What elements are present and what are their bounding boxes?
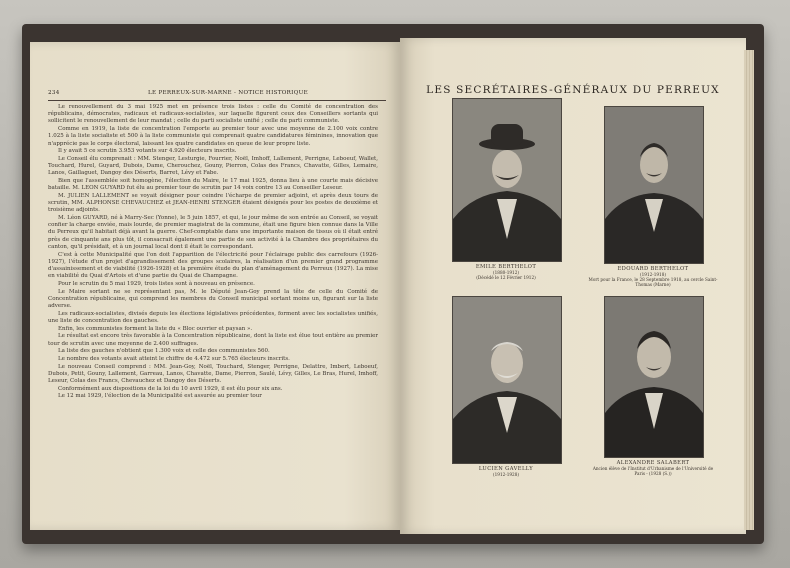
paragraph: Le Maire sortant ne se représentant pas, M. le Député Jean-Goy prend la tête de celle du Comité de Concentration républicaine, qui comprend les membres du Conseil municipal sortant moins un, figurant sur la liste adverse. — [48, 288, 378, 309]
page-title: LES SECRÉTAIRES-GÉNÉRAUX DU PERREUX — [426, 84, 720, 96]
right-page — [400, 38, 746, 534]
portrait-image — [605, 107, 703, 263]
left-page — [30, 42, 400, 530]
portrait-note: Ancien élève de l'Institut d'Urbanisme de l'Université de Paris - (1928 (S.)) — [592, 466, 714, 476]
paragraph: M. JULIEN LALLEMENT se voyait désigner pour ceindre l'écharpe de premier adjoint, et après deux tours de scrutin, MM. ALPHONSE CHEVAUCHEZ et JEAN-HENRI STENGER étaient désignés pour les postes de deuxième et troisième adjoints. — [48, 192, 378, 214]
portrait-photo — [452, 98, 562, 262]
body-text — [48, 104, 378, 514]
portrait-image — [453, 297, 561, 463]
running-head — [48, 88, 386, 101]
paragraph: Conformément aux dispositions de la loi du 10 avril 1929, il est élu pour six ans. — [58, 385, 283, 392]
portrait-name: LUCIEN GAVELLY — [478, 466, 534, 472]
portrait-note: (Décédé le 12 Février 1912) — [476, 275, 536, 280]
portrait-name: ALEXANDRE SALABERT — [616, 460, 690, 466]
paragraph: C'est à cette Municipalité que l'on doit l'apparition de l'électricité pour l'éclairage public des carrefours (1926-1927), l'étude d'un projet d'agrandissement des groupes scolaires, la réalisation d'un premier grand programme d'assainissement et de viabilité (1926-1928) et la première étude du plan d'aménagement du Perreux (1927). La mise en viabilité du Quai d'Artois et d'une partie du Quai de Champagne. — [48, 251, 378, 280]
portrait-image — [605, 297, 703, 457]
paragraph: Comme en 1919, la liste de concentration l'emporte au premier tour avec une moyenne de 2.100 voix contre 1.025 à la liste socialiste et 500 à la liste communiste qui comprenait quatre candidatures féminines, innovation que n'apprécie pas le corps électoral, laissant les quatre candidates en queue de leur propre liste. — [48, 126, 378, 147]
portrait-dates: (1912-1918) — [640, 272, 666, 277]
portrait-dates: (1912-1928) — [493, 472, 519, 477]
page-edges — [744, 50, 754, 530]
paragraph: Le Conseil élu comprenait : MM. Stenger, Lesturgie, Fourrier, Noël, Imhoff, Lallement, Perrigne, Leboeuf, Wallet, Touchard, Hurel, Guyard, Dubois, Dame, Cherouchez, Gouny, Pierron, Colas des Francs, Chavatte, Gilles, Lemaire, Lanos, Gaillaguet, Dangoy des Déserts, Barret, Lévy et Fabe. — [48, 155, 378, 177]
paragraph: Le nouveau Conseil comprend : MM. Jean-Goy, Noël, Touchard, Stenger, Perrigne, Delattre, Imbert, Leboeuf, Dubois, Petit, Gouny, Lallement, Garreau, Lanos, Chavatte, Dame, Pierron, Saulé, Lévy, Gilles, Le Bras, Hurel, Imhoff, Leseur, Colas des Francs, Chevauchez et Dangoy des Déserts. — [48, 363, 378, 385]
portrait-photo — [604, 296, 704, 458]
paragraph: Il y avait 5 ce scrutin 3.953 votants sur 4.920 électeurs inscrits. — [58, 148, 237, 155]
portrait-note: Mort pour la France, le 28 Septembre 1918, au cercle Saint-Thomas (Marne) — [588, 277, 718, 287]
page-number: 234 — [48, 90, 60, 96]
running-head-title: LE PERREUX-SUR-MARNE - NOTICE HISTORIQUE — [148, 90, 308, 96]
paragraph: M. Léon GUYARD, né à Marry-Sec (Yonne), le 5 juin 1857, et qui, le jour même de son entrée au Conseil, se voyait confier la charge enviée, mais lourde, de premier magistrat de la commune, était une figure bien connue dans la Ville du Perreux qu'il habitait déjà avant la guerre. Chef-comptable dans une importante maison de tissus où il était entré près de cinquante ans plus tôt, il consacrait également une partie de son activité à la Chambre des propriétaires du canton, qu'il présidait, et à un journal local dont il était le correspondant. — [48, 215, 378, 250]
paragraph: Le nombre des votants avait atteint le chiffre de 4.472 sur 5.765 électeurs inscrits. — [58, 355, 290, 362]
paragraph: Le résultat est encore très favorable à la Concentration républicaine, dont la liste est élue tout entière au premier tour de scrutin avec une moyenne de 2.400 suffrages. — [48, 333, 378, 347]
portrait-caption — [588, 266, 718, 287]
portrait-caption — [441, 466, 571, 477]
paragraph: Le renouvellement du 3 mai 1925 met en présence trois listes : celle du Comité de concentration des républicains, démocrates, radicaux et radicaux-socialistes, sur laquelle figurent ceux des Conseillers sortants qui sollicitent le renouvellement de leur mandat ; celle du parti socialiste unifié ; celle du parti communiste. — [48, 104, 378, 125]
portrait-image — [453, 99, 561, 261]
paragraph: Le 12 mai 1929, l'élection de la Municipalité est assurée au premier tour — [58, 393, 262, 400]
portrait-photo — [452, 296, 562, 464]
paragraph: Bien que l'assemblée soit homogène, l'élection du Maire, le 17 mai 1925, donna lieu à une courte mais décisive bataille. M. LEON GUYARD fut élu au premier tour de scrutin par 14 voix contre 13 au Conseiller Leseur. — [48, 178, 378, 192]
paragraph: La liste des gauches n'obtient que 1.300 voix et celle des communistes 560. — [58, 348, 270, 355]
paragraph: Enfin, les communistes forment la liste du « Bloc ouvrier et paysan ». — [58, 325, 253, 332]
paragraph: Les radicaux-socialistes, divisés depuis les élections législatives précédentes, forment avec les socialistes unifiés, une liste de concentration des gauches. — [48, 310, 378, 324]
portrait-name: EMILE BERTHELOT — [475, 264, 537, 270]
portrait-caption — [441, 264, 571, 280]
portrait-name: EDOUARD BERTHELOT — [617, 266, 689, 272]
portrait-caption — [588, 460, 718, 476]
portrait-dates: (1880-1912) — [493, 270, 519, 275]
portrait-photo — [604, 106, 704, 264]
paragraph: Pour le scrutin du 5 mai 1929, trois listes sont à nouveau en présence. — [58, 280, 255, 287]
